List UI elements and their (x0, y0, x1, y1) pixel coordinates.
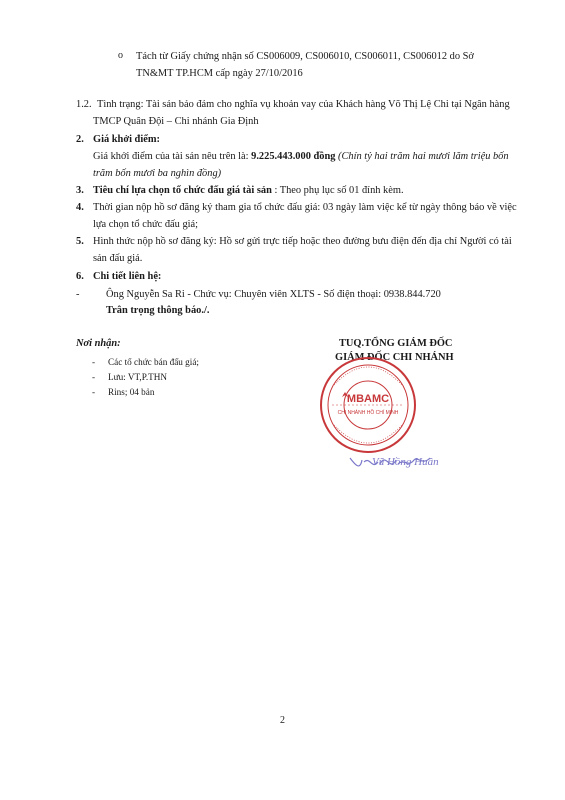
contact-person: Ông Nguyễn Sa Ri - Chức vụ: Chuyên viên XLTS - Số điện thoại: 0938.844.720 (106, 289, 441, 300)
section-3-title: Tiêu chí lựa chọn tổ chức đấu giá tài sản (93, 185, 272, 196)
recipients-title: Nơi nhận: (76, 338, 121, 349)
section-4-text: Thời gian nộp hồ sơ đăng ký tham gia tổ chức đấu giá: 03 ngày làm việc kể từ ngày thông báo về việc (93, 202, 517, 213)
start-price-words: (Chín tỷ hai trăm hai mươi lăm triệu bốn (335, 151, 509, 162)
closing-line: Trân trọng thông báo./. (106, 305, 210, 316)
section-2-text (93, 150, 509, 163)
section-2-title: Giá khởi điểm: (93, 134, 160, 145)
start-price-amount: 9.225.443.000 đồng (251, 151, 336, 162)
section-6-title: Chi tiết liên hệ: (93, 271, 162, 282)
start-price-words-cont: trăm bốn mươi ba nghìn đồng) (93, 168, 222, 179)
section-4-text-cont: lựa chọn tổ chức đấu giá; (93, 219, 199, 230)
handwritten-signature (346, 448, 439, 485)
contact-dash: - (76, 289, 80, 300)
item-tach-line2: TN&MT TP.HCM cấp ngày 27/10/2016 (136, 68, 303, 79)
section-5-text-cont: sản đấu giá. (93, 253, 143, 264)
signer-name: Vũ Hồng Huân (372, 456, 439, 468)
section-5-number: 5. (76, 236, 84, 247)
recipient-item: - Rins; 04 bản (92, 387, 155, 397)
company-seal (318, 355, 418, 455)
recipient-item: - Lưu: VT,P.THN (92, 372, 167, 382)
recipient-item: - Các tổ chức bán đấu giá; (92, 357, 199, 367)
start-price-label: Giá khởi điểm của tài sản nêu trên là: (93, 151, 252, 162)
section-3-value: : Theo phụ lục số 01 đính kèm. (271, 185, 404, 196)
section-1-2-text: Tình trạng: Tài sản bảo đảm cho nghĩa vụ khoản vay của Khách hàng Võ Thị Lệ Chi tại Ngân hàng (97, 99, 510, 110)
section-3-number: 3. (76, 185, 84, 196)
section-5-text: Hình thức nộp hồ sơ đăng ký: Hồ sơ gửi trực tiếp hoặc theo đường bưu điện đến địa chỉ Người có tài (93, 236, 512, 247)
signature-title: GIÁM ĐỐC CHI NHÁNH (335, 352, 454, 363)
section-1-2-number: 1.2. (76, 99, 92, 110)
section-4-number: 4. (76, 202, 84, 213)
section-2-number: 2. (76, 134, 84, 145)
section-6-number: 6. (76, 271, 84, 282)
bullet-marker: o (118, 50, 123, 61)
signature-authority: TUQ.TỔNG GIÁM ĐỐC (339, 338, 453, 349)
seal-logo-text: MBAMC (346, 393, 390, 405)
section-3-text (93, 184, 404, 197)
seal-subtitle: CHI NHÁNH HỒ CHÍ MINH (337, 410, 399, 416)
page-number: 2 (280, 715, 285, 726)
item-tach-line1: Tách từ Giấy chứng nhận số CS006009, CS006010, CS006011, CS006012 do Sở (136, 51, 474, 62)
section-1-2-text-cont: TMCP Quân Đội – Chi nhánh Gia Định (93, 116, 259, 127)
